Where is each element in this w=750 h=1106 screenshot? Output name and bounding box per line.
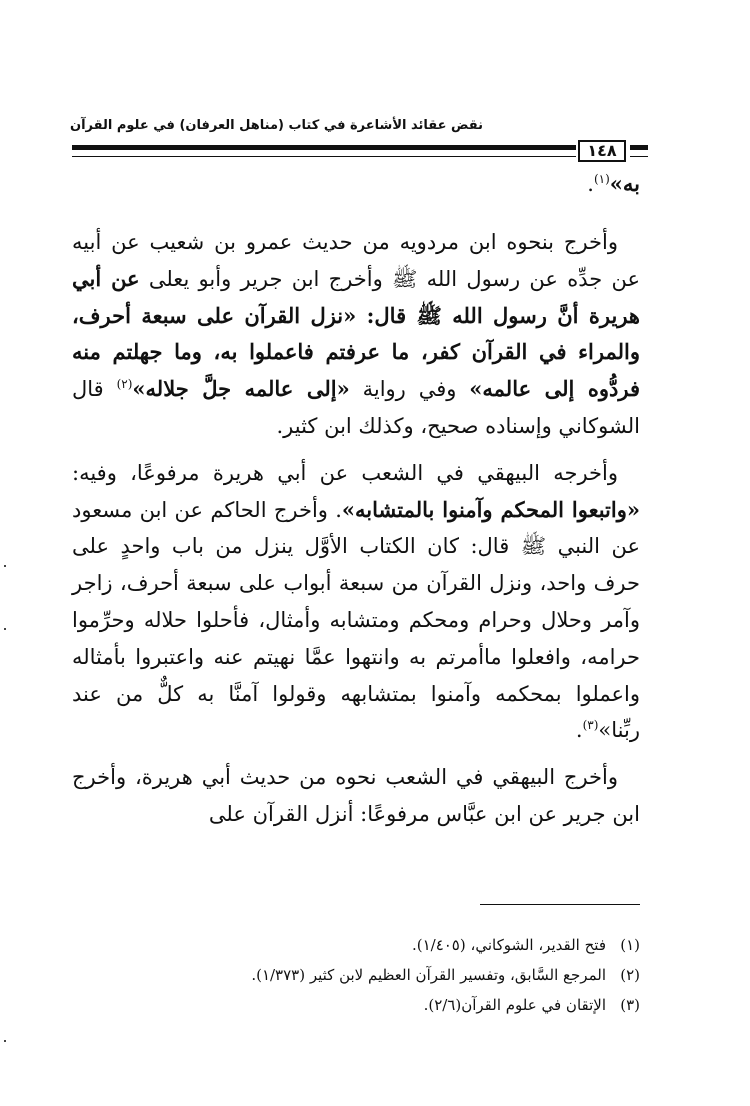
main-text	[72, 224, 640, 843]
footnote-number: (٣)	[620, 996, 640, 1014]
footnote-ref: (١)	[593, 172, 610, 186]
text-run: .	[575, 718, 583, 743]
margin-mark	[4, 628, 6, 630]
header-rule-thin-right	[630, 156, 648, 157]
continuation-text: به»	[609, 171, 640, 196]
continuation-line	[72, 168, 640, 200]
quoted-text: عن أبي هريرة أنَّ رسول الله ﷺ قال: «نزل القرآن على سبعة أحرف، والمراء في القرآن كفر، ما عرفتم فاعملوا به، وما جهلتم منه فردُّوه إلى عالمه»	[72, 265, 640, 402]
body-paragraph	[72, 455, 640, 749]
header-rule-thick-left	[72, 145, 576, 150]
footnote-ref: (٣)	[582, 718, 599, 733]
text-run: قال الشوكاني وإسناده صحيح، وكذلك ابن كثير.	[72, 377, 640, 438]
body-paragraph	[72, 759, 640, 833]
footnote-separator	[480, 904, 640, 905]
footnote-number: (٢)	[620, 966, 640, 984]
text-run: وأخرجه البيهقي في الشعب عن أبي هريرة مرفوعًا، وفيه:	[72, 460, 618, 485]
header-rule-thick-right	[630, 145, 648, 150]
footnotes	[72, 930, 640, 1020]
quoted-text: «واتبعوا المحكم وآمنوا بالمتشابه»	[341, 496, 640, 522]
margin-mark	[4, 1040, 6, 1042]
footnote-ref: (٢)	[116, 377, 133, 392]
body-paragraph	[72, 224, 640, 445]
footnote-item	[72, 930, 640, 960]
margin-mark	[4, 565, 6, 567]
running-header-title: نقض عقائد الأشاعرة في كتاب (مناهل العرفان) في علوم القرآن	[70, 118, 483, 133]
page-number: ١٤٨	[578, 140, 626, 162]
text-run: وأخرج بنحوه ابن مردويه من حديث عمرو بن شعيب عن أبيه عن جدِّه عن رسول الله ﷺ وأخرج ابن جرير وأبو يعلى	[72, 230, 640, 291]
text-run: وأخرج البيهقي في الشعب نحوه من حديث أبي هريرة، وأخرج ابن جرير عن ابن عبَّاس مرفوعًا: أنزل القرآن على	[72, 765, 640, 826]
footnote-number: (١)	[620, 936, 640, 954]
footnote-item	[72, 960, 640, 990]
continuation-period: .	[587, 172, 594, 196]
quoted-text: «إلى عالمه جلَّ جلاله»	[132, 376, 350, 402]
footnote-text: المرجع السَّابق، وتفسير القرآن العظيم لابن كثير (١/٣٧٣).	[251, 966, 606, 984]
footnote-item	[72, 990, 640, 1020]
footnote-text: الإتقان في علوم القرآن(٢/٦).	[423, 996, 606, 1014]
text-run: . وأخرج الحاكم عن ابن مسعود عن النبي ﷺ قال: كان الكتاب الأوَّل ينزل من باب واحدٍ على حرف واحد، ونزل القرآن من سبعة أبواب على سبعة أحرف، زاجر وآمر وحلال وحرام ومحكم ومتشابه وأمثال، فأحلوا حلاله وحرِّموا حرامه، وافعلوا ماأمرتم به وانتهوا عمَّا نهيتم عنه واعتبروا بأمثاله واعملوا بمحكمه وآمنوا بمتشابهه وقولوا آمنَّا به كلٌّ من عند ربِّنا»	[72, 497, 640, 743]
text-run: وفي رواية	[349, 377, 470, 402]
header-rule-thin	[72, 156, 576, 157]
footnote-text: فتح القدير، الشوكاني، (١/٤٠٥).	[411, 936, 606, 954]
